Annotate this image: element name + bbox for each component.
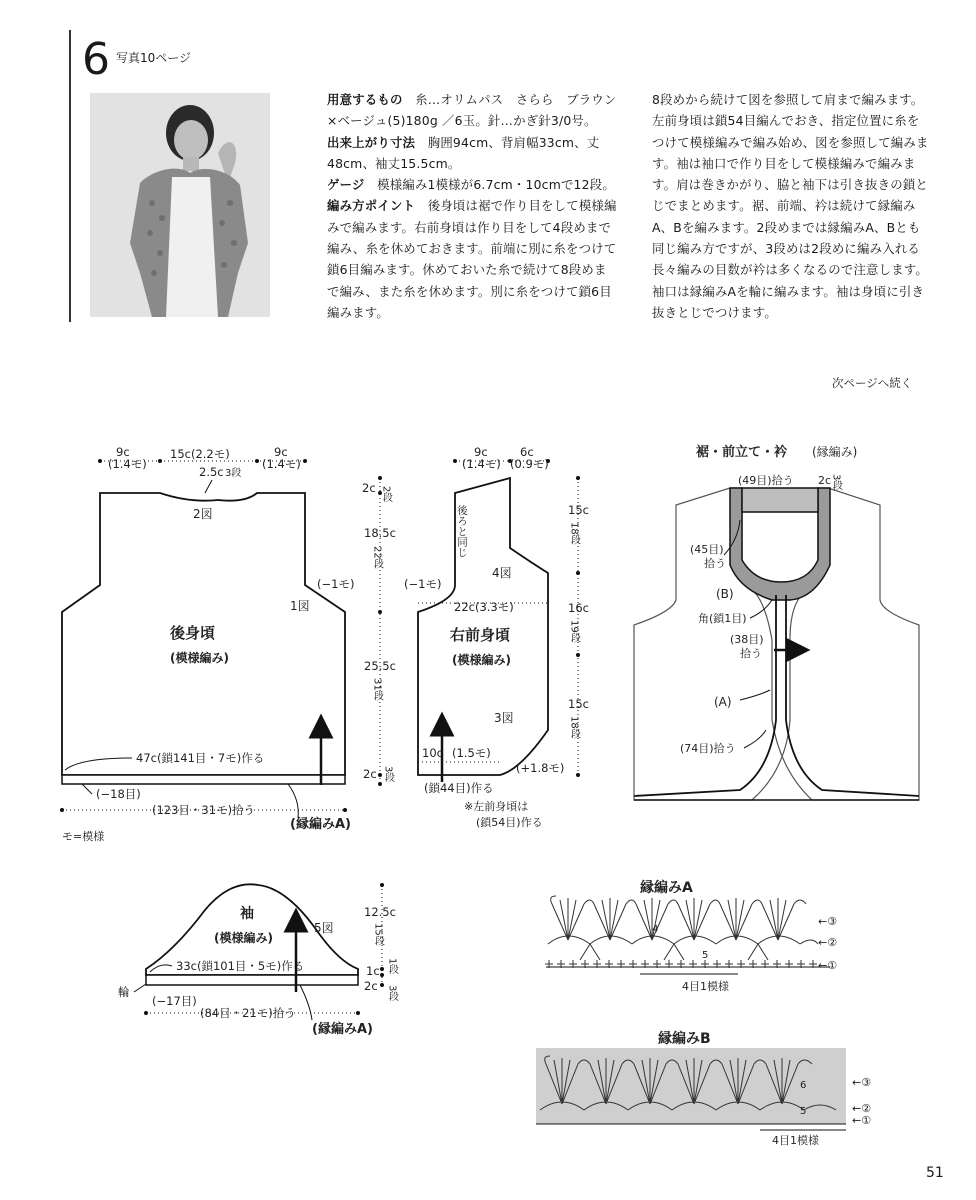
hfc-label-b: (B): [716, 587, 734, 601]
sleeve-v1-rows: 15段: [372, 923, 384, 946]
front-fig4: 4図: [492, 566, 512, 580]
edging-a-row2: ←②: [818, 936, 838, 949]
back-pick-label: (123目・31モ)拾う: [152, 803, 256, 817]
sleeve-v2: 1c: [366, 964, 380, 978]
front-left-width: 10c: [422, 746, 443, 760]
sleeve-ring: 輪: [118, 985, 130, 999]
hfc-pick-49: (49目)拾う: [738, 474, 794, 487]
back-v3-rows: 31段: [371, 678, 383, 701]
hem-front-collar-diagram: [634, 444, 919, 800]
edging-a-row3: ←③: [818, 915, 838, 928]
photo-reference: 写真10ページ: [116, 51, 192, 65]
back-decrease: (−1モ): [317, 577, 355, 591]
sleeve-v3-rows: 3段: [386, 985, 398, 1002]
front-note-2: (鎖54目)作る: [476, 816, 543, 829]
edging-a-title: 縁編みA: [640, 880, 693, 896]
edging-b-row2: ←②: [852, 1102, 872, 1115]
pattern-number: 6: [82, 34, 110, 85]
back-title: 後身頃: [170, 624, 216, 642]
front-title: 右前身頃: [450, 626, 511, 644]
sleeve-pick: (84目・21モ)拾う: [200, 1006, 296, 1020]
front-v3: 15c: [568, 697, 589, 711]
hfc-top-rows: 3段: [830, 474, 842, 491]
sleeve-diagram: [118, 883, 399, 1037]
back-dim-top-left: 9c: [116, 445, 130, 459]
front-v2: 16c: [568, 601, 589, 615]
back-v1: 2c: [362, 481, 376, 495]
back-neck-rows: 3段: [225, 468, 242, 479]
front-increase: (+1.8モ): [516, 761, 565, 775]
gauge-heading: ゲージ: [327, 177, 365, 193]
back-fig1: 1図: [290, 599, 310, 613]
hfc-pick-45: (45目): [690, 543, 724, 556]
front-same-as-back: 後ろと同じ: [456, 505, 468, 558]
front-dim-top-left: 9c: [474, 445, 488, 459]
back-fig2: 2図: [193, 507, 213, 521]
edging-b-title: 縁編みB: [658, 1031, 711, 1047]
size-heading: 出来上がり寸法: [327, 134, 416, 150]
edging-a-chart: [545, 879, 837, 993]
sleeve-v3: 2c: [364, 979, 378, 993]
hfc-pick-38b: 拾う: [740, 647, 762, 660]
hfc-top-depth: 2c: [818, 474, 832, 487]
back-v4: 2c: [363, 767, 377, 781]
back-pick-decrease: (−18目): [96, 787, 141, 801]
back-chain-label: 47c(鎖141目・7モ)作る: [136, 751, 265, 765]
size-body: 胸囲94cm、背肩幅33cm、丈48cm、袖丈15.5cm。: [327, 134, 600, 171]
materials-heading: 用意するもの: [327, 92, 403, 107]
mo-note: モ=模様: [62, 830, 105, 843]
back-body-diagram: [60, 445, 396, 843]
gauge-body: 模様編み1模様が6.7cm・10cmで12段。: [377, 177, 615, 193]
front-left-width-sub: (1.5モ): [452, 746, 491, 760]
continued-note: 次ページへ続く: [832, 376, 913, 390]
materials-body: 糸…オリムパス さらら ブラウン×ベージュ(5)180g ／6玉。針…かぎ針3/0号。: [327, 92, 617, 129]
front-width: 22c(3.3モ): [454, 600, 514, 614]
sleeve-fig5: 5図: [314, 921, 334, 935]
front-v1: 15c: [568, 503, 589, 517]
sleeve-subtitle: (模様編み): [214, 931, 273, 945]
back-edge-label: (縁編みA): [290, 817, 351, 832]
back-neck-depth: 2.5c: [199, 465, 224, 479]
edging-b-row1: ←①: [852, 1114, 872, 1127]
points-body-1: 後身頃は裾で作り目をして模様編みで編みます。右前身頃は作り目をして4段めまで編み、糸を休めておきます。前端に別に糸をつけて鎖6目編みます。休めておいた糸で続けて8段めまで編み、また糸を休めます。別に糸をつけて鎖6目編みます。: [327, 198, 617, 320]
page-number: 51: [926, 1165, 944, 1181]
hfc-pick-74: (74目)拾う: [680, 742, 736, 755]
front-v1-rows: 18段: [568, 522, 580, 545]
points-body-2: 8段めから続けて図を参照して肩まで編みます。左前身頃は鎖54目編んでおき、指定位置に糸をつけて模様編みで編み始め、図を参照して編みます。袖は袖口で作り目をして模様編みで編みます。肩は巻きかがり、脇と袖下は引き抜きの鎖とじでまとめます。裾、前端、衿は続けて縁編みA、Bを編みます。2段めまでは縁編みA、Bとも同じ編み方ですが、3段めは2段めに編み入れる長々編みの目数が衿は多くなるので注意します。袖口は縁編みAを輪に編みます。袖は身頃に引き抜きとじでつけます。: [652, 92, 929, 320]
front-note-1: ※左前身頃は: [464, 800, 529, 813]
hfc-label-a: (A): [714, 695, 732, 709]
back-dim-top-right-sub: (1.4モ): [262, 457, 301, 471]
edging-b-num6: 6: [800, 1080, 807, 1091]
edging-b-num5: 5: [800, 1106, 807, 1117]
sleeve-edge: (縁編みA): [312, 1022, 373, 1037]
front-subtitle: (模様編み): [452, 653, 511, 667]
back-v4-rows: 3段: [382, 766, 394, 783]
hfc-corner: 角(鎖1目): [698, 612, 747, 625]
front-v2-rows: 19段: [568, 620, 580, 643]
sleeve-v1: 12.5c: [364, 905, 396, 919]
front-v3-rows: 18段: [568, 716, 580, 739]
back-v2-rows: 22段: [371, 546, 383, 569]
back-dim-top-mid: 15c(2.2モ): [170, 447, 230, 461]
sleeve-chain: 33c(鎖101目・5モ)作る: [176, 959, 305, 973]
sleeve-title: 袖: [240, 906, 254, 922]
edging-b-row3: ←③: [852, 1076, 872, 1089]
hfc-pick-38: (38目): [730, 633, 764, 646]
front-dim-top-right-sub: (0.9モ): [510, 457, 549, 471]
points-heading: 編み方ポイント: [327, 198, 416, 214]
back-v1-rows: 2段: [380, 486, 392, 503]
sleeve-decrease: (−17目): [152, 994, 197, 1008]
front-dim-top-left-sub: (1.4モ): [462, 457, 501, 471]
back-v3: 25.5c: [364, 659, 396, 673]
edging-b-repeat: 4目1模様: [772, 1134, 819, 1147]
back-dim-top-left-sub: (1.4モ): [108, 457, 147, 471]
edging-a-repeat: 4目1模様: [682, 980, 729, 993]
front-decrease: (−1モ): [404, 577, 442, 591]
front-chain: (鎖44目)作る: [424, 781, 494, 795]
hfc-title: 裾・前立て・衿: [696, 445, 788, 460]
edging-b-chart: [536, 1030, 871, 1147]
back-subtitle: (模様編み): [170, 651, 229, 665]
back-v2: 18.5c: [364, 526, 396, 540]
sleeve-v2-rows: 1段: [386, 958, 398, 975]
front-dim-top-right: 6c: [520, 445, 534, 459]
hfc-title-sub: (縁編み): [812, 445, 858, 459]
edging-a-num5: 5: [702, 950, 709, 961]
edging-a-num4: 4: [652, 924, 659, 935]
hfc-pick-45b: 拾う: [704, 557, 726, 570]
front-fig3: 3図: [494, 711, 514, 725]
edging-a-row1: ←①: [818, 959, 838, 972]
right-front-diagram: [404, 445, 589, 829]
back-dim-top-right: 9c: [274, 445, 288, 459]
